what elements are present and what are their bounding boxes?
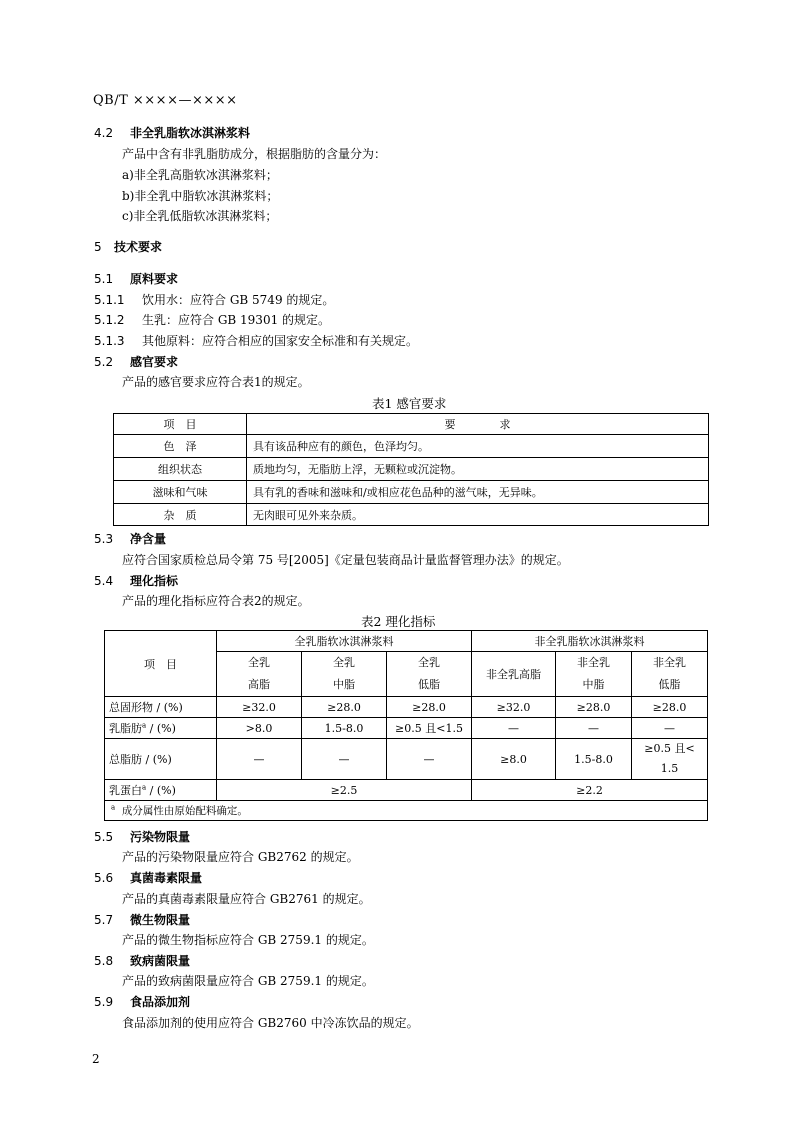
table-row	[105, 780, 708, 801]
section-5-7-heading: 5.7 微生物限量	[94, 913, 191, 927]
list-item: c)非全乳低脂软冰淇淋浆料；	[122, 209, 278, 223]
table-cell: —	[302, 739, 387, 780]
paragraph: 产品的污染物限量应符合 GB2762 的规定。	[122, 850, 359, 864]
table-cell: ≥0.5 且<1.5	[387, 718, 472, 739]
table-cell: 质地均匀，无脂肪上浮，无颗粒或沉淀物。	[247, 458, 709, 481]
section-4-2-heading: 4.2 非全乳脂软冰淇淋浆料	[94, 126, 251, 140]
table-row	[114, 458, 709, 481]
paragraph: 产品的理化指标应符合表2的规定。	[122, 594, 310, 608]
table-cell: 色 泽	[114, 435, 247, 458]
table-cell: —	[632, 718, 708, 739]
paragraph: 食品添加剂的使用应符合 GB2760 中冷冻饮品的规定。	[122, 1016, 419, 1030]
table-header-cell: 要 求	[247, 414, 709, 435]
table-cell: 无肉眼可见外来杂质。	[247, 504, 709, 526]
section-5-9-heading: 5.9 食品添加剂	[94, 995, 191, 1009]
table-group-header: 非全乳脂软冰淇淋浆料	[472, 631, 708, 652]
table-row	[105, 718, 708, 739]
table-header-cell: 全乳 中脂	[302, 652, 387, 697]
table-cell: 具有该品种应有的颜色，色泽均匀。	[247, 435, 709, 458]
table-cell: —	[387, 739, 472, 780]
list-item: a)非全乳高脂软冰淇淋浆料；	[122, 168, 278, 182]
table-row	[114, 481, 709, 504]
table-cell: ≥28.0	[556, 697, 632, 718]
section-5-1-3: 5.1.3 其他原料：应符合相应的国家安全标准和有关规定。	[94, 334, 419, 348]
table-group-header: 全乳脂软冰淇淋浆料	[217, 631, 472, 652]
table-header-cell: 非全乳 低脂	[632, 652, 708, 697]
section-5-1-2: 5.1.2 生乳：应符合 GB 19301 的规定。	[94, 313, 331, 327]
table2-caption: 表2 理化指标	[361, 614, 436, 629]
table-header-row	[105, 631, 708, 652]
list-item: b)非全乳中脂软冰淇淋浆料；	[122, 189, 279, 203]
table-cell: —	[217, 739, 302, 780]
table-cell: >8.0	[217, 718, 302, 739]
table-row	[105, 697, 708, 718]
table-cell: ≥32.0	[217, 697, 302, 718]
table-cell: 杂 质	[114, 504, 247, 526]
table-row	[114, 435, 709, 458]
table-cell: ≥2.5	[217, 780, 472, 801]
table-cell: —	[472, 718, 556, 739]
table-cell: ≥2.2	[472, 780, 708, 801]
table-cell: 1.5-8.0	[302, 718, 387, 739]
table-header-cell: 项 目	[105, 631, 217, 697]
table-cell: 滋味和气味	[114, 481, 247, 504]
table-footnote: $^a$ 成分属性由原始配料确定。	[105, 801, 708, 821]
table-cell: —	[556, 718, 632, 739]
table-cell: 具有乳的香味和滋味和/或相应花色品种的滋气味，无异味。	[247, 481, 709, 504]
table-header-cell: 非全乳高脂	[472, 652, 556, 697]
table-header-cell: 全乳 低脂	[387, 652, 472, 697]
table-header-cell: 项 目	[114, 414, 247, 435]
table-cell: ≥32.0	[472, 697, 556, 718]
section-5-2-heading: 5.2 感官要求	[94, 355, 179, 369]
table-row-label: 乳脂肪$^a$ / (%)	[105, 718, 217, 739]
table-row	[114, 504, 709, 526]
section-5-1-heading: 5.1 原料要求	[94, 272, 179, 286]
page-number: 2	[92, 1052, 100, 1066]
table-cell: ≥28.0	[632, 697, 708, 718]
paragraph: 产品的微生物指标应符合 GB 2759.1 的规定。	[122, 933, 374, 947]
section-5-4-heading: 5.4 理化指标	[94, 574, 179, 588]
section-5-8-heading: 5.8 致病菌限量	[94, 954, 191, 968]
paragraph: 产品的致病菌限量应符合 GB 2759.1 的规定。	[122, 974, 374, 988]
paragraph: 产品的真菌毒素限量应符合 GB2761 的规定。	[122, 892, 371, 906]
table-header-cell: 全乳 高脂	[217, 652, 302, 697]
table-row	[105, 739, 708, 780]
section-5-6-heading: 5.6 真菌毒素限量	[94, 871, 203, 885]
table-cell: ≥28.0	[302, 697, 387, 718]
table-cell: 1.5-8.0	[556, 739, 632, 780]
paragraph: 产品中含有非乳脂肪成分，根据脂肪的含量分为：	[122, 147, 387, 161]
section-5-3-heading: 5.3 净含量	[94, 532, 167, 546]
table-cell: ≥28.0	[387, 697, 472, 718]
table1-caption: 表1 感官要求	[372, 396, 447, 411]
sensory-table	[113, 413, 709, 526]
section-5-1-1: 5.1.1 饮用水：应符合 GB 5749 的规定。	[94, 293, 335, 307]
physicochemical-table	[104, 630, 708, 821]
paragraph: 产品的感官要求应符合表1的规定。	[122, 375, 310, 389]
table-row-label: 乳蛋白$^a$ / (%)	[105, 780, 217, 801]
section-5-heading: 5 技术要求	[94, 240, 163, 254]
table-cell: 组织状态	[114, 458, 247, 481]
table-note-row	[105, 801, 708, 821]
table-header-row	[114, 414, 709, 435]
paragraph: 应符合国家质检总局令第 75 号[2005]《定量包装商品计量监督管理办法》的规定。	[122, 553, 569, 567]
table-header-cell: 非全乳 中脂	[556, 652, 632, 697]
document-header: QB/T ××××—××××	[93, 93, 238, 108]
table-row-label: 总脂肪 / (%)	[105, 739, 217, 780]
table-cell: ≥0.5 且< 1.5	[632, 739, 708, 780]
table-row-label: 总固形物 / (%)	[105, 697, 217, 718]
table-cell: ≥8.0	[472, 739, 556, 780]
section-5-5-heading: 5.5 污染物限量	[94, 830, 191, 844]
